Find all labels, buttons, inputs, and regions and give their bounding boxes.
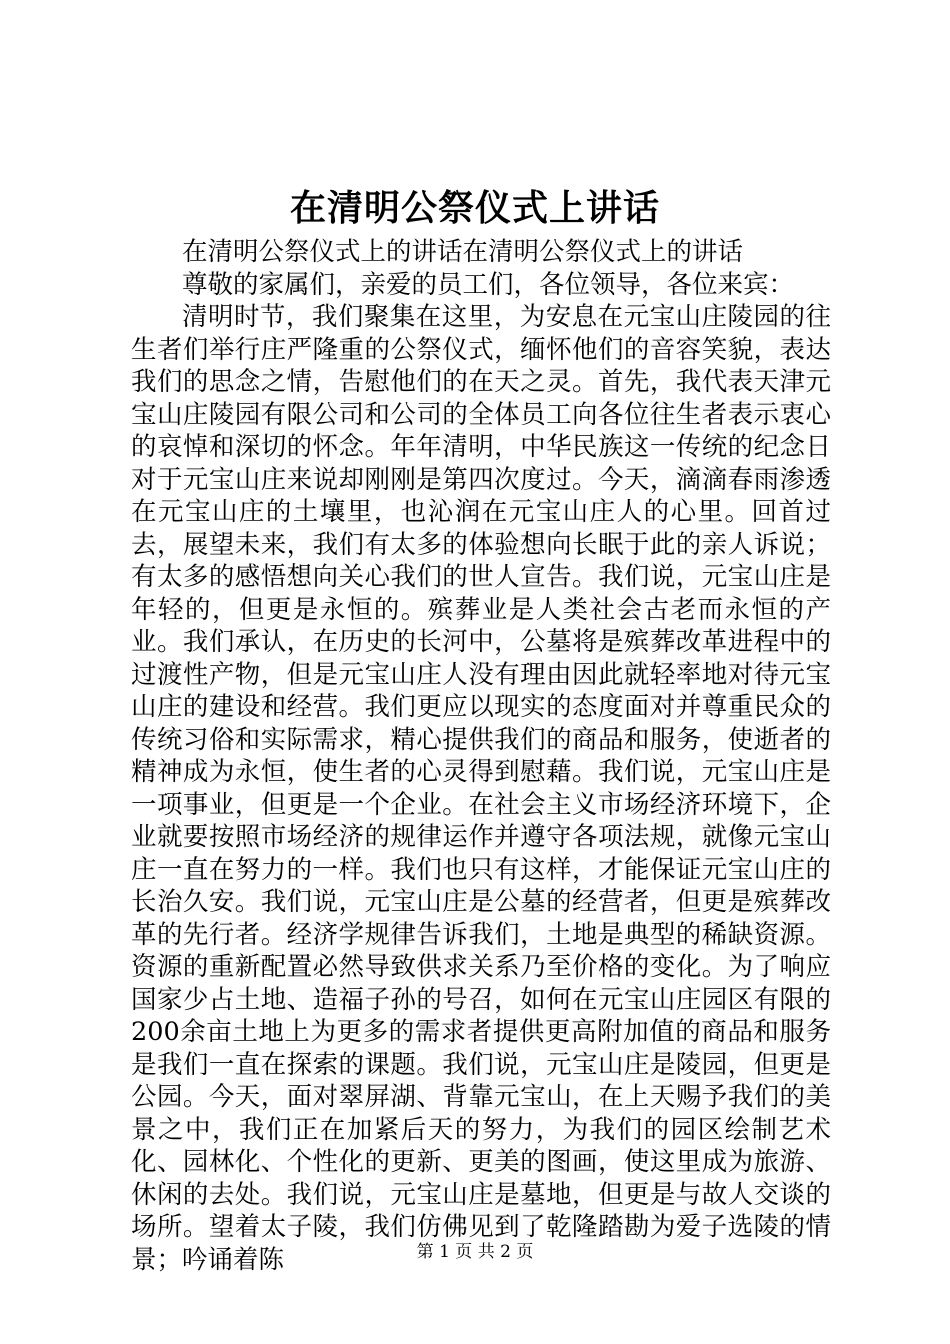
paragraph-heading-repeat: 在清明公祭仪式上的讲话在清明公祭仪式上的讲话 <box>182 237 744 267</box>
paragraph-main: 清明时节，我们聚集在这里，为安息在元宝山庄陵园的往生者们举行庄严隆重的公祭仪式，缅怀他们的音容笑貌，表达我们的思念之情，告慰他们的在天之灵。首先，我代表天津元宝山庄陵园有限公司和公司的全体员工向各位往生者表示衷心的哀悼和深切的怀念。年年清明，中华民族这一传统的纪念日对于元宝山庄来说却刚刚是第四次度过。今天，滴滴春雨渗透在元宝山庄的土壤里，也沁润在元宝山庄人的心里。回首过去，展望未来，我们有太多的体验想向长眠于此的亲人诉说；有太多的感悟想向关心我们的世人宣告。我们说，元宝山庄是年轻的，但更是永恒的。殡葬业是人类社会古老而永恒的产业。我们承认，在历史的长河中，公墓将是殡葬改革进程中的过渡性产物，但是元宝山庄人没有理由因此就轻率地对待元宝山庄的建设和经营。我们更应以现实的态度面对并尊重民众的传统习俗和实际需求，精心提供我们的商品和服务，使逝者的精神成为永恒，使生者的心灵得到慰藉。我们说，元宝山庄是一项事业，但更是一个企业。在社会主义市场经济环境下，企业就要按照市场经济的规律运作并遵守各项法规，就像元宝山庄一直在努力的一样。我们也只有这样，才能保证元宝山庄的长治久安。我们说，元宝山庄是公墓的经营者，但更是殡葬改革的先行者。经济学规律告诉我们，土地是典型的稀缺资源。资源的重新配置必然导致供求关系乃至价格的变化。为了响应国家少占土地、造福子孙的号召，如何在元宝山庄园区有限的200余亩土地上为更多的需求者提供更高附加值的商品和服务是我们一直在探索的课题。我们说，元宝山庄是陵园，但更是公园。今天，面对翠屏湖、背靠元宝山，在上天赐予我们的美景之中，我们正在加紧后天的努力，为我们的园区绘制艺术化、园林化、个性化的更新、更美的图画，使这里成为旅游、休闲的去处。我们说，元宝山庄是墓地，但更是与故人交谈的场所。望着太子陵，我们仿佛见到了乾隆踏勘为爱子选陵的情景；吟诵着陈 <box>131 302 831 1275</box>
paragraph-salutation: 尊敬的家属们，亲爱的员工们，各位领导，各位来宾： <box>182 269 795 300</box>
document-title: 在清明公祭仪式上讲话 <box>289 187 660 229</box>
page-number-footer: 第 1 页 共 2 页 <box>416 1242 534 1262</box>
document-body <box>131 236 831 1276</box>
